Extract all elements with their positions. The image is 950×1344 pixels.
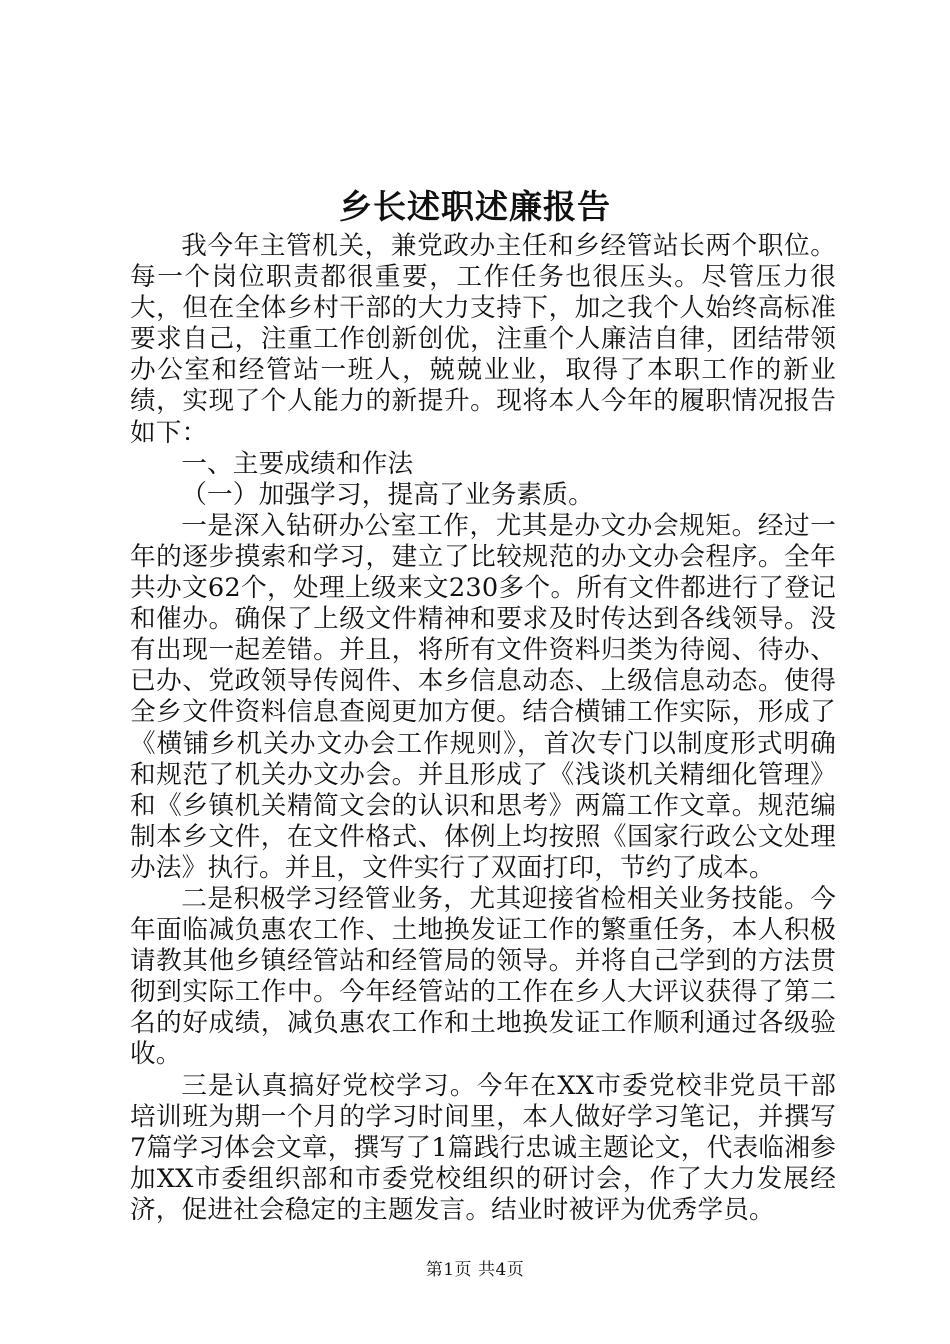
document-body [130,231,836,1226]
intro-paragraph: 我今年主管机关，兼党政办主任和乡经管站长两个职位。每一个岗位职责都很重要，工作任务也很压头。尽管压力很大，但在全体乡村干部的大力支持下，加之我个人始终高标准要求自己，注重工作创新创优，注重个人廉洁自律，团结带领办公室和经管站一班人，兢兢业业，取得了本职工作的新业绩，实现了个人能力的新提升。现将本人今年的履职情况报告如下： [130,231,836,448]
body-paragraph-office-work: 一是深入钻研办公室工作，尤其是办文办会规矩。经过一年的逐步摸索和学习，建立了比较规范的办文办会程序。全年共办文62个，处理上级来文230多个。所有文件都进行了登记和催办。确保了上级文件精神和要求及时传达到各线领导。没有出现一起差错。并且，将所有文件资料归类为待阅、待办、已办、党政领导传阅件、本乡信息动态、上级信息动态。使得全乡文件资料信息查阅更加方便。结合横铺工作实际，形成了《横铺乡机关办文办会工作规则》，首次专门以制度形式明确和规范了机关办文办会。并且形成了《浅谈机关精细化管理》和《乡镇机关精简文会的认识和思考》两篇工作文章。规范编制本乡文件，在文件格式、体例上均按照《国家行政公文处理办法》执行。并且，文件实行了双面打印，节约了成本。 [130,510,836,883]
section-heading: 一、主要成绩和作法 [181,448,414,479]
subsection-heading: （一）加强学习，提高了业务素质。 [181,479,594,510]
body-paragraph-party-school: 三是认真搞好党校学习。今年在XX市委党校非党员干部培训班为期一个月的学习时间里，本人做好学习笔记，并撰写7篇学习体会文章，撰写了1篇践行忠诚主题论文，代表临湘参加XX市委组织部和市委党校组织的研讨会，作了大力发展经济，促进社会稳定的主题发言。结业时被评为优秀学员。 [130,1070,836,1225]
page-number-footer: 第1页 共4页 [425,1260,525,1280]
document-title: 乡长述职述廉报告 [339,187,611,226]
body-paragraph-management-work: 二是积极学习经管业务，尤其迎接省检相关业务技能。今年面临减负惠农工作、土地换发证工作的繁重任务，本人积极请教其他乡镇经管站和经管局的领导。并将自己学到的方法贯彻到实际工作中。今年经管站的工作在乡人大评议获得了第二名的好成绩，减负惠农工作和土地换发证工作顺利通过各级验收。 [130,883,836,1070]
